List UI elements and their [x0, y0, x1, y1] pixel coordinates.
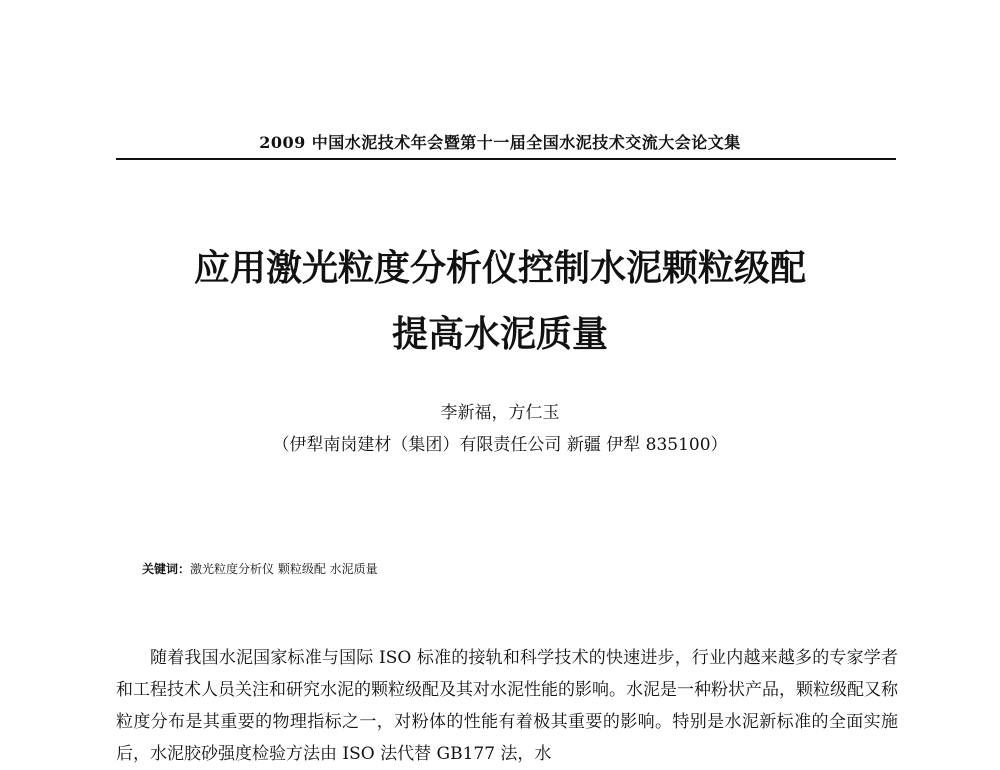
body-text [116, 642, 898, 770]
keywords [142, 560, 378, 577]
keywords-label: 关键词： [142, 562, 191, 576]
authors: 李新福，方仁玉 [440, 403, 560, 423]
paper-title-line-1: 应用激光粒度分析仪控制水泥颗粒级配 [193, 247, 806, 289]
running-header: 2009 中国水泥技术年会暨第十一届全国水泥技术交流大会论文集 [259, 133, 741, 152]
header-rule [116, 158, 896, 160]
keywords-text: 激光粒度分析仪 颗粒级配 水泥质量 [190, 562, 378, 576]
affiliation: （伊犁南岗建材（集团）有限责任公司 新疆 伊犁 835100） [272, 435, 728, 455]
paper-title-line-2: 提高水泥质量 [391, 313, 608, 355]
body-paragraph: 随着我国水泥国家标准与国际 ISO 标准的接轨和科学技术的快速进步，行业内越来越多的专家学者和工程技术人员关注和研究水泥的颗粒级配及其对水泥性能的影响。水泥是一种粉状产品，颗粒级配又称粒度分布是其重要的物理指标之一，对粉体的性能有着极其重要的影响。特别是水泥新标准的全面实施后，水泥胶砂强度检验方法由 ISO 法代替 GB177 法，水 [116, 648, 898, 764]
